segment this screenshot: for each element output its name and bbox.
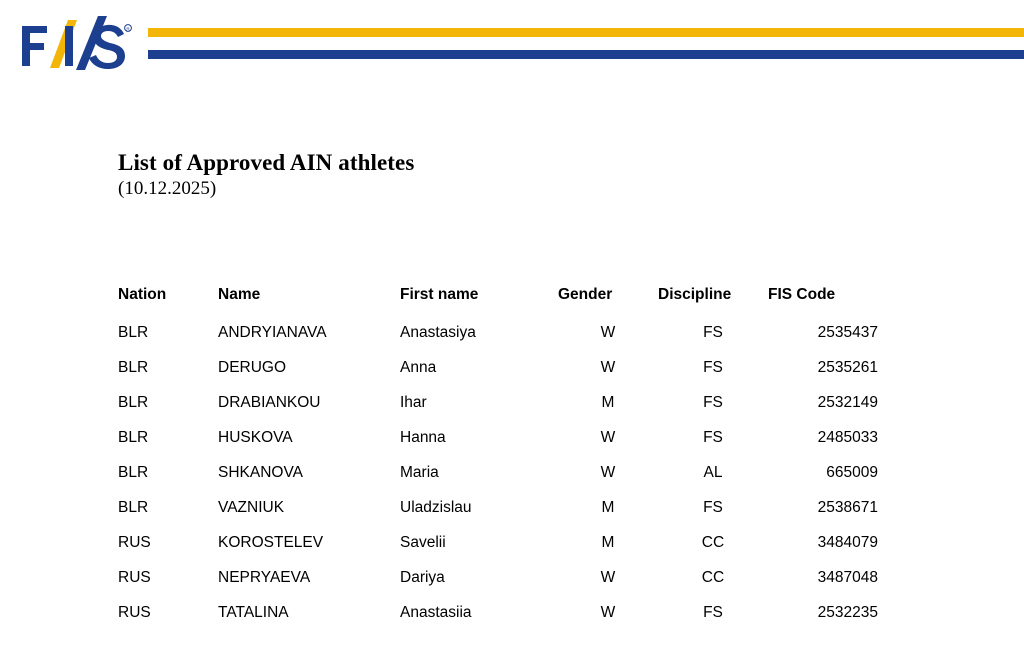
cell-name: DERUGO bbox=[218, 359, 287, 376]
cell-fis-code: 3484079 bbox=[817, 534, 878, 551]
cell-fis-code: 3487048 bbox=[817, 569, 878, 586]
svg-text:R: R bbox=[126, 26, 130, 32]
cell-name: NEPRYAEVA bbox=[218, 569, 311, 586]
cell-first-name: Anastasiya bbox=[400, 324, 476, 341]
table-row bbox=[118, 318, 878, 353]
cell-first-name: Anna bbox=[400, 359, 437, 376]
table-row bbox=[118, 353, 878, 388]
cell-nation: BLR bbox=[118, 429, 149, 446]
cell-gender: M bbox=[601, 499, 615, 516]
column-header-fis-code: FIS Code bbox=[768, 286, 836, 303]
cell-discipline: FS bbox=[703, 324, 723, 341]
cell-first-name: Ihar bbox=[400, 394, 427, 411]
table-row bbox=[118, 598, 878, 633]
table-body bbox=[118, 318, 878, 633]
athletes-table-wrapper bbox=[118, 286, 908, 633]
cell-fis-code: 2538671 bbox=[817, 499, 878, 516]
cell-name: HUSKOVA bbox=[218, 429, 293, 446]
fis-logo bbox=[20, 14, 132, 76]
cell-fis-code: 2532149 bbox=[817, 394, 878, 411]
cell-nation: RUS bbox=[118, 569, 151, 586]
cell-name: SHKANOVA bbox=[218, 464, 303, 481]
cell-gender: M bbox=[601, 394, 615, 411]
column-header-nation: Nation bbox=[118, 286, 167, 303]
cell-first-name: Dariya bbox=[400, 569, 445, 586]
cell-nation: BLR bbox=[118, 464, 149, 481]
cell-discipline: FS bbox=[703, 394, 723, 411]
cell-fis-code: 2535437 bbox=[817, 324, 878, 341]
cell-fis-code: 2485033 bbox=[817, 429, 878, 446]
table-row bbox=[118, 493, 878, 528]
cell-nation: RUS bbox=[118, 534, 151, 551]
cell-fis-code: 2532235 bbox=[817, 604, 878, 621]
cell-name: ANDRYIANAVA bbox=[218, 324, 327, 341]
document-date: (10.12.2025) bbox=[118, 178, 217, 199]
cell-first-name: Hanna bbox=[400, 429, 446, 446]
table-header-row bbox=[118, 286, 878, 318]
column-header-name: Name bbox=[218, 286, 261, 303]
cell-nation: RUS bbox=[118, 604, 151, 621]
cell-name: VAZNIUK bbox=[218, 499, 285, 516]
header-bars bbox=[148, 28, 1024, 68]
cell-nation: BLR bbox=[118, 359, 149, 376]
cell-first-name: Uladzislau bbox=[400, 499, 472, 516]
table-row bbox=[118, 563, 878, 598]
column-header-discipline: Discipline bbox=[658, 286, 732, 303]
cell-gender: W bbox=[600, 359, 616, 376]
cell-fis-code: 2535261 bbox=[817, 359, 878, 376]
cell-first-name: Savelii bbox=[400, 534, 446, 551]
table-row bbox=[118, 528, 878, 563]
cell-gender: W bbox=[600, 429, 616, 446]
cell-discipline: AL bbox=[703, 464, 723, 481]
page-title: List of Approved AIN athletes bbox=[118, 150, 415, 175]
column-header-first-name: First name bbox=[400, 286, 479, 303]
cell-discipline: FS bbox=[703, 429, 723, 446]
cell-fis-code: 665009 bbox=[826, 464, 878, 481]
page-header bbox=[0, 0, 1024, 92]
cell-name: KOROSTELEV bbox=[218, 534, 324, 551]
table-row bbox=[118, 388, 878, 423]
cell-nation: BLR bbox=[118, 499, 149, 516]
cell-gender: W bbox=[600, 464, 616, 481]
cell-discipline: FS bbox=[703, 499, 723, 516]
athletes-table bbox=[118, 286, 878, 633]
table-row bbox=[118, 458, 878, 493]
cell-name: DRABIANKOU bbox=[218, 394, 321, 411]
column-header-gender: Gender bbox=[558, 286, 613, 303]
cell-gender: W bbox=[600, 324, 616, 341]
cell-nation: BLR bbox=[118, 324, 149, 341]
cell-gender: W bbox=[600, 604, 616, 621]
table-header bbox=[118, 286, 878, 318]
cell-discipline: FS bbox=[703, 604, 723, 621]
title-block bbox=[118, 150, 414, 200]
header-bar-gold bbox=[148, 28, 1024, 37]
cell-gender: M bbox=[601, 534, 615, 551]
cell-gender: W bbox=[600, 569, 616, 586]
cell-nation: BLR bbox=[118, 394, 149, 411]
cell-first-name: Anastasiia bbox=[400, 604, 472, 621]
cell-first-name: Maria bbox=[400, 464, 439, 481]
cell-name: TATALINA bbox=[218, 604, 289, 621]
fis-logo-icon bbox=[20, 14, 132, 76]
cell-discipline: CC bbox=[701, 569, 725, 586]
table-row bbox=[118, 423, 878, 458]
header-bar-blue bbox=[148, 50, 1024, 59]
cell-discipline: FS bbox=[703, 359, 723, 376]
cell-discipline: CC bbox=[701, 534, 725, 551]
